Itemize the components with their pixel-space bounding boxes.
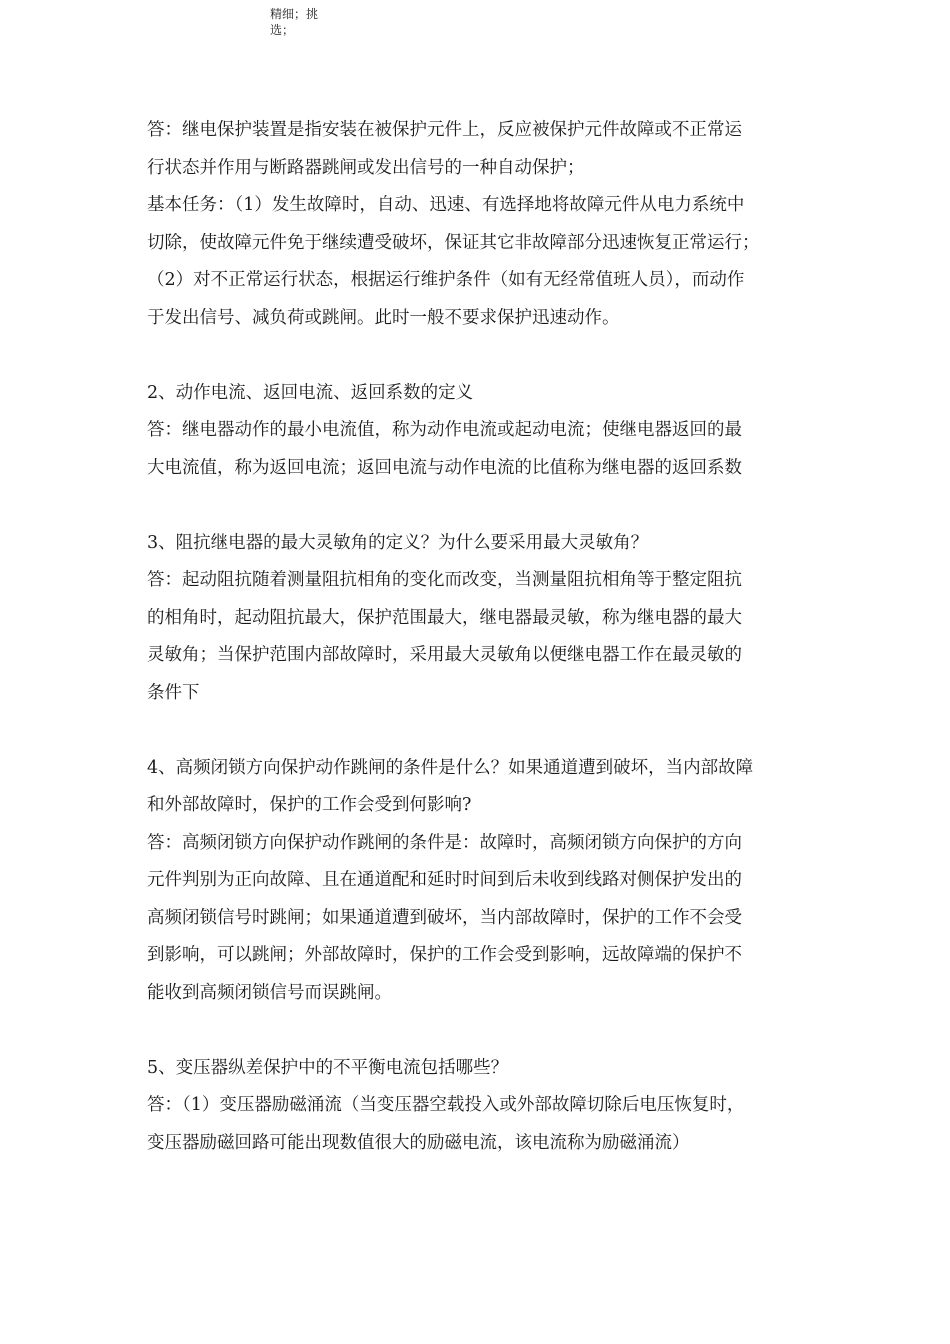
question-heading: 2、动作电流、返回电流、返回系数的定义 [147,382,474,403]
text-line: 答：继电器动作的最小电流值，称为动作电流或起动电流；使继电器返回的最 [147,420,742,440]
question-heading: 3、阻抗继电器的最大灵敏角的定义？为什么要采用最大灵敏角？ [147,532,649,553]
text-line: 答：高频闭锁方向保护动作跳闸的条件是：故障时，高频闭锁方向保护的方向 [147,832,742,853]
question-block-2 [147,375,812,488]
text-line: 答：（1）变压器励磁涌流（当变压器空载投入或外部故障切除后电压恢复时， [147,1095,745,1115]
header-note-line-1: 精细；挑 [270,7,319,21]
question-heading-continued: 和外部故障时，保护的工作会受到何影响? [147,795,472,815]
text-line: 变压器励磁回路可能出现数值很大的励磁电流，该电流称为励磁涌流） [147,1132,690,1153]
text-line: 答：继电保护装置是指安装在被保护元件上，反应被保护元件故障或不正常运 [147,120,742,140]
text-line: 于发出信号、减负荷或跳闸。此时一般不要求保护迅速动作。 [147,307,620,328]
text-line: 能收到高频闭锁信号而误跳闸。 [147,982,392,1003]
text-line: （2）对不正常运行状态，根据运行维护条件（如有无经常值班人员），而动作 [147,270,745,290]
header-note-line-2: 选； [270,23,295,37]
paragraph-gap [147,337,812,375]
text-line: 高频闭锁信号时跳闸；如果通道遭到破坏，当内部故障时，保护的工作不会受 [147,907,742,928]
answer-block-1 [147,112,812,337]
document-body [147,112,812,1162]
text-line: 条件下 [147,682,200,703]
question-block-5 [147,1050,812,1163]
header-note [270,6,340,38]
question-heading: 4、高频闭锁方向保护动作跳闸的条件是什么？如果通道遭到破坏，当内部故障 [147,757,754,778]
text-line: 到影响，可以跳闸；外部故障时，保护的工作会受到影响，远故障端的保护不 [147,945,742,965]
paragraph-gap [147,487,812,525]
text-line: 的相角时，起动阻抗最大，保护范围最大，继电器最灵敏，称为继电器的最大 [147,607,742,628]
text-line: 基本任务：（1）发生故障时，自动、迅速、有选择地将故障元件从电力系统中 [147,195,745,215]
question-block-4 [147,750,812,1013]
question-block-3 [147,525,812,713]
text-line: 答：起动阻抗随着测量阻抗相角的变化而改变，当测量阻抗相角等于整定阻抗 [147,570,742,590]
text-line: 大电流值，称为返回电流；返回电流与动作电流的比值称为继电器的返回系数 [147,457,742,478]
text-line: 行状态并作用与断路器跳闸或发出信号的一种自动保护； [147,157,585,178]
text-line: 灵敏角；当保护范围内部故障时，采用最大灵敏角以便继电器工作在最灵敏的 [147,645,742,665]
question-heading: 5、变压器纵差保护中的不平衡电流包括哪些？ [147,1057,509,1078]
text-line: 元件判别为正向故障、且在通道配和延时时间到后未收到线路对侧保护发出的 [147,870,742,890]
text-line: 切除，使故障元件免于继续遭受破坏，保证其它非故障部分迅速恢复正常运行； [147,232,760,253]
paragraph-gap [147,712,812,750]
paragraph-gap [147,1012,812,1050]
